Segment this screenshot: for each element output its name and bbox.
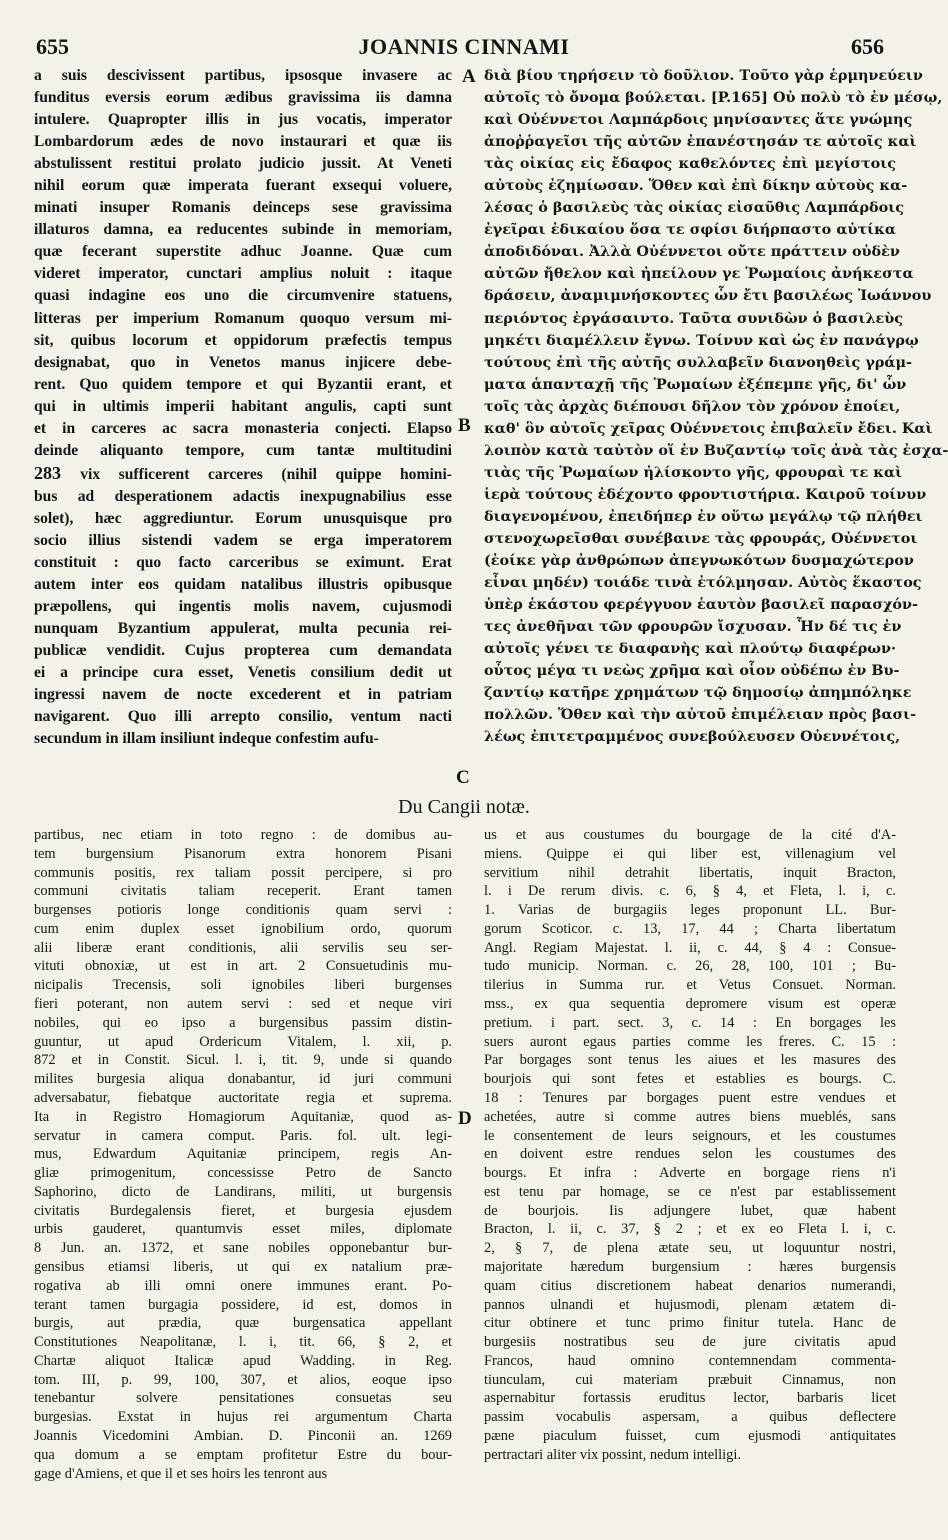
note-text-line: bourgs. Et infra : Adverte en borgage riens n'i <box>484 1165 896 1182</box>
greek-text-line: ἱερὰ τούτους ἐδέχοντο φροντιστήρια. Καιροῦ τοίνυν <box>484 485 927 503</box>
note-text-line: de bourjois. Iis adjungere lubet, quæ habent <box>484 1202 896 1219</box>
greek-text-line: ἀποδιδόναι. Ἀλλὰ Οὐέννετοι οὔτε πράττειν οὐδὲν <box>484 243 900 261</box>
greek-text-line: λέως ἐπιτετραμμένος συνεβούλευσεν Οὐεννέτοις, <box>484 728 901 746</box>
latin-text-line: intulere. Quapropter illis in jus vocatis, imperator <box>34 111 452 129</box>
note-text-line: mus, Edwardum Aquitaniæ principem, regis An- <box>34 1146 452 1163</box>
greek-text-line: πολλῶν. Ὅθεν καὶ τὴν αὐτοῦ ἐπιμέλειαν πρὸς βασι- <box>484 706 917 724</box>
note-text-line: burgesiis nostratibus seu de jure civitatis apud <box>484 1334 896 1351</box>
notes-right-column <box>484 826 896 1465</box>
latin-text-line: autem inter eos quidam natalibus illustris opibusque <box>34 576 452 594</box>
note-text-line: partibus, nec etiam in toto regno : de domibus au- <box>34 827 452 843</box>
note-text-line: 8 Jun. an. 1372, et sane nobiles opponebantur bur- <box>34 1240 452 1257</box>
note-text-line: Ita in Registro Homagiorum Aquitaniæ, quod as- <box>34 1108 452 1125</box>
note-text-line: gorum Scoticor. c. 13, 17, 44 ; Charta libertatum <box>484 920 896 937</box>
latin-text-line: illaturos damna, ea reducentes subinde in memoriam, <box>34 221 452 239</box>
note-text-line: us et aus coustumes du bourgage de la cité d'A- <box>484 827 896 843</box>
note-text-line: burgenses potioris longe conditionis quam servi : <box>34 902 452 919</box>
note-text-line: est tenu par homage, se ce n'est par establissement <box>484 1183 896 1200</box>
latin-text-line: secundum in illam insiliunt indeque confestim aufu- <box>34 730 379 748</box>
greek-text-line: αὐτοὺς ἐζημίωσαν. Ὅθεν καὶ ἐπὶ δίκην αὐτοὺς κα- <box>484 177 908 195</box>
note-text-line: burgesias. Exstat in hujus rei argumentum Charta <box>34 1409 452 1426</box>
note-text-line: tom. III, p. 99, 100, 307, et alios, eoque ipso <box>34 1371 452 1388</box>
note-text-line: vituti obnoxiæ, ut est in art. 2 Consuetudinis mu- <box>34 958 452 975</box>
note-text-line: Bracton, l. ii, c. 37, § 2 ; et ex eo Fleta l. i, c. <box>484 1221 896 1238</box>
greek-text-line: διαγενομένου, ἐπειδήπερ ἐν οὕτω μεγάλῳ τῷ πλήθει <box>484 507 923 525</box>
greek-text-line: αὐτῶν ἤθελον καὶ ἠπείλουν γε Ῥωμαίοις ἀνήκεστα <box>484 265 914 283</box>
note-text-line: nicipalis Trecensis, soli ignobiles liberi burgenses <box>34 977 452 994</box>
notes-left-column <box>34 826 452 1483</box>
note-text-line: communi civitatis taliam receperit. Erant tamen <box>34 883 452 900</box>
page-number-left: 655 <box>36 34 69 59</box>
greek-text-line: λοιπὸν κατὰ ταὐτὸν οἵ ἐν Βυζαντίῳ τοῖς ἀνὰ τὰς ἐσχα- <box>484 441 948 459</box>
note-text-line: suers auront egaus parties comme les freres. C. 15 : <box>484 1033 896 1050</box>
greek-text-line: ζαντίῳ κατῆρε χρημάτων τῷ δημοσίῳ ἀπημπόληκε <box>484 684 912 702</box>
note-text-line: servatur in camera comput. Paris. fol. ult. legi- <box>34 1127 452 1144</box>
note-text-line: pæne piaculum fuisset, cum ejusmodi antiquitates <box>484 1428 896 1444</box>
note-text-line: 2, § 7, de plena ætate seu, ut loquuntur nostri, <box>484 1240 896 1257</box>
greek-text-line: τιὰς τῆς Ῥωμαίων ἠλίσκοντο γῆς, φρουραὶ τε καὶ <box>484 463 903 481</box>
note-text-line: gliæ primogenitum, concessisse Petro de Sancto <box>34 1165 452 1182</box>
note-text-line: gage d'Amiens, et que il et ses hoirs les tenront aus <box>34 1465 328 1482</box>
note-text-line: majoritate hæredum burgensium : hæres burgensis <box>484 1258 896 1275</box>
latin-text-line: quasi indagine eos uno die circumvenire statuens, <box>34 287 452 305</box>
note-text-line: passim vocabulis aspersam, a quibus deflectere <box>484 1409 896 1426</box>
greek-text-line: τοῖς τὰς ἀρχὰς διέπουσι δῆλον τὸν χρόνον ἐποίει, <box>484 397 901 415</box>
note-text-line: miens. Quippe ei qui liber est, villenagium vel <box>484 845 896 862</box>
latin-text-line: a suis descivissent partibus, ipsosque invasere ac <box>34 67 452 84</box>
note-text-line: tem burgensium Pisanorum extra honorem Pisani <box>34 845 452 862</box>
latin-text-line: bus ad desperationem adactis inexpugnabilius esse <box>34 487 452 505</box>
greek-column <box>484 65 948 748</box>
note-text-line: Par borgages sont tenus les aiues et les masures des <box>484 1052 896 1069</box>
latin-text-line: nunquam Byzantium appulerat, multa pecunia rei- <box>34 620 452 638</box>
note-text-line: Chartæ aliquot Italicæ apud Wadding. in Reg. <box>34 1352 452 1369</box>
note-text-line: pannos ulnandi et hujusmodi, plenam ætatem di- <box>484 1296 896 1313</box>
latin-text-line: quæ fecerant superstite adhuc Joanne. Quæ cum <box>34 243 452 261</box>
note-text-line: Saphorino, dicto de Landirans, militi, ut burgensis <box>34 1183 452 1200</box>
greek-text-line: στενοχωρεῖσθαι συνέβαινε τὰς φρουράς, Οὐέννετοι <box>484 529 918 547</box>
note-text-line: bourjois qui sont fetes et establies es bourgs. C. <box>484 1071 896 1088</box>
note-text-line: gensibus etiamsi liberis, ut qui ex natalium præ- <box>34 1258 452 1275</box>
marginal-section-number: 283 <box>34 462 81 483</box>
latin-text-line: constituit : quo facto carceribus se eximunt. Erat <box>34 554 452 572</box>
latin-text-line: funditus eversis eorum ædibus gravissima iis damna <box>34 89 452 107</box>
greek-text-line: οὗτος μέγα τι νεὼς χρῆμα καὶ οἷον οὐδέπω ἐν Βυ- <box>484 662 900 680</box>
note-text-line: mss., ex qua sequentia depromere visum est operæ <box>484 996 896 1013</box>
note-text-line: 872 et in Constit. Sicul. l. i, tit. 9, unde si quando <box>34 1052 452 1069</box>
greek-text-line: ἐγεῖραι ἐδικαίου ὅσα τε σφίσι διήρπαστο αὐτίκα <box>484 221 896 239</box>
margin-letter-b: B <box>458 415 471 436</box>
latin-text-line: solet), hæc aggrediuntur. Eorum unusquisque pro <box>34 509 452 527</box>
latin-text-line: publicæ vendidit. Cujus propterea cum demandata <box>34 642 452 660</box>
greek-text-line: λέσας ὁ βασιλεὺς τὰς οἰκίας εἰσαῦθις Λαμπάρδοις <box>484 199 904 217</box>
greek-text-line: διὰ βίου τηρήσειν τὸ δοῦλιον. Τοῦτο γὰρ ἑρμηνεύειν <box>484 67 923 84</box>
margin-letter-c: C <box>456 767 470 788</box>
note-text-line: Angl. Regiam Majestat. l. ii, c. 44, § 4 : Consue- <box>484 939 896 956</box>
note-text-line: urbis gauderet, quantumvis esset miles, diplomate <box>34 1221 452 1238</box>
note-text-line: achetées, autre si comme autres biens mueblés, sans <box>484 1108 896 1125</box>
greek-text-line: μηκέτι διαμέλλειν ἔγνω. Τοίνυν καὶ ὡς ἐν πανάγρῳ <box>484 331 919 349</box>
latin-text-line: sit, quibus locorum et oppidorum præfectis tempus <box>34 331 452 349</box>
running-title: JOANNIS CINNAMI <box>358 34 570 59</box>
note-text-line: Francos, haud omnino contemnendam commenta- <box>484 1352 896 1369</box>
notes-title: Du Cangii notæ. <box>398 796 530 818</box>
note-text-line: rogativa ab illi omni onere immunes erant. Po- <box>34 1277 452 1294</box>
note-text-line: cum enim duplex esset ignobilium ordo, quorum <box>34 920 452 937</box>
note-text-line: burgis, aut prædia, quæ burgensatica appellant <box>34 1315 452 1332</box>
latin-text-line: minati insuper Romanis deinceps sese gravissima <box>34 199 452 217</box>
latin-text-line: ingressi navem de nocte excederent et in patriam <box>34 686 452 704</box>
note-text-line: terant tamen burgagia possidere, id est, domos in <box>34 1296 452 1313</box>
latin-text-line: navigarent. Quo illi arrepto consilio, ventum nacti <box>34 708 452 726</box>
greek-text-line: καθ' ὃν αὐτοῖς χεῖρας Οὐέννετοις ἐπιβαλεῖν ἔδει. Καὶ <box>484 419 933 437</box>
latin-text-line: nihil eorum quæ imperata fuerant exsequi voluere, <box>34 177 452 195</box>
latin-text-line: socio illius sistendi vadem se erga imperatorem <box>34 531 452 549</box>
greek-text-line: εἶναι μηδέν) τοιάδε τινὰ ἐτόλμησαν. Αὐτὸς ἕκαστος <box>484 574 922 592</box>
greek-text-line: τούτους ἐπὶ τῆς αὐτῆς συλλαβεῖν διανοηθεὶς γράμ- <box>484 353 912 371</box>
note-text-line: pretium. i part. sect. 3, c. 14 : En borgages les <box>484 1014 896 1031</box>
greek-text-line: ματα ἁπανταχῇ τῆς Ῥωμαίων ἐξέπεμπε γῆς, δι' ὧν <box>484 375 907 393</box>
latin-text-line: litteras per imperium Romanum quoquo versum mi- <box>34 309 452 327</box>
note-text-line: Constitutiones Neapolitanæ, l. i, tit. 66, § 2, et <box>34 1334 452 1351</box>
latin-text-line: et in carceres ac sacra monasteria conjecti. Elapso <box>34 419 452 437</box>
note-text-line: tiunculam, cui materiam præbuit Cinnamus, non <box>484 1371 896 1388</box>
page-number-right: 656 <box>851 34 884 59</box>
latin-text-line: designabat, quo in Venetos manus injicere debe- <box>34 353 452 371</box>
note-text-line: adversabatur, fiebatque auctoritate regia et suprema. <box>34 1089 452 1106</box>
greek-text-line: αὐτοῖς γένει τε διαφανὴς καὶ πλούτῳ διαφέρων· <box>484 640 896 658</box>
latin-text-line: ei a principe cura esset, Venetis consilium dedit ut <box>34 664 452 682</box>
greek-text-line: ἀποῤῥαγεῖσι τῆς αὐτῶν ἐπανέστησάν τε αὐτοῖς καὶ <box>484 133 917 151</box>
note-text-line: aspernabitur fortassis eruditus lector, barbaris licet <box>484 1390 896 1407</box>
latin-text-line: præpollens, qui ingentis molis navem, cujusmodi <box>34 598 452 616</box>
note-text-line: milites burgesia aliqua donabantur, id juri communi <box>34 1071 452 1088</box>
note-text-line: 18 : Tenures par borgages puent estre vendues et <box>484 1089 896 1106</box>
greek-text-line: περιόντος ἐργάσαιντο. Ταῦτα συνιδὼν ὁ βασιλεὺς <box>484 309 904 327</box>
margin-letter-d: D <box>458 1108 472 1129</box>
note-text-line: guuntur, ut apud Ordericum Vitalem, l. xii, p. <box>34 1033 452 1050</box>
note-text-line: servitium nihil detrahit libertatis, inquit Bracton, <box>484 864 896 881</box>
latin-text-line: abstulissent restitui prolato judicio jussit. At Veneti <box>34 155 452 173</box>
greek-text-line: δράσειν, ἀναμιμνήσκοντες ὧν ἔτι βασιλέως Ἰωάννου <box>484 287 932 305</box>
note-text-line: tudo municip. Norman. c. 26, 28, 100, 101 ; Bu- <box>484 958 896 975</box>
latin-text-line: qui in ultimis imperii habitant angulis, capti sunt <box>34 397 452 415</box>
note-text-line: civitatis Burdegalensis fieret, et burgesia ejusdem <box>34 1202 452 1219</box>
page-header <box>0 34 928 64</box>
note-text-line: communis positis, rex taliam possit percipere, si pro <box>34 864 452 881</box>
note-text-line: 1. Varias de burgagiis leges proponunt LL. Bur- <box>484 902 896 919</box>
note-text-line: fieri poterant, non autem servi : sed et neque viri <box>34 996 452 1013</box>
latin-text-line: 283 vix sufficerent carceres (nihil quippe homini- <box>34 462 453 483</box>
latin-text-line: rent. Quo quidem tempore et qui Byzantii erant, et <box>34 375 452 393</box>
note-text-line: tilerius in Summa rur. et Vetus Consuet. Norman. <box>484 977 896 994</box>
latin-column <box>34 65 452 750</box>
note-text-line: tenebantur solvere pensitationes consuetas seu <box>34 1390 452 1407</box>
note-text-line: nobiles, qui eo ipso a burgensibus passim distin- <box>34 1014 452 1031</box>
greek-text-line: καὶ Οὐέννετοι Λαμπάρδοις μηνίσαντες ἅτε γνώμης <box>484 111 913 129</box>
note-text-line: qua domum a se emptam profitetur Estre du bour- <box>34 1446 452 1463</box>
note-text-line: pertractari aliter vix possint, nedum intelligi. <box>484 1446 741 1463</box>
note-text-line: alii liberæ erant conditionis, alii servilis seu ser- <box>34 939 452 956</box>
greek-text-line: (ἐοίκε γὰρ ἀνθρώπων ἀπεγνωκότων δυσμαχώτερον <box>484 552 914 570</box>
latin-text-line: Lombardorum ædes de novo instaurari et quæ iis <box>34 133 452 151</box>
note-text-line: citur obtinere et tunc primo finitur tutela. Hanc de <box>484 1315 896 1332</box>
greek-text-line: αὐτοῖς τὸ ὄνομα βούλεται. [P.165] Οὐ πολὺ τὸ ἐν μέσῳ, <box>484 89 943 107</box>
greek-text-line: τὰς οἰκίας εἰς ἔδαφος καθελόντες ἐπὶ μεγίστοις <box>484 155 896 173</box>
latin-text-line: videret imperator, cunctari amplius noluit : itaque <box>34 265 452 283</box>
latin-text-line: deinde aliquanto tempore, cum tantæ multitudini <box>34 441 452 459</box>
note-text-line: quam citius discretionem habeat denarios numerandi, <box>484 1277 896 1294</box>
note-text-line: en doivent estre rendues selon les coustumes des <box>484 1146 896 1163</box>
note-text-line: Joannis Vicedomini Ambian. D. Pinconii an. 1269 <box>34 1428 452 1444</box>
greek-text-line: ὑπὲρ ἑκάστου φερέγγυον ἑαυτὸν βασιλεῖ παρασχόν- <box>484 596 918 614</box>
greek-text-line: τες ἀνεθῆναι τῶν φρουρῶν ἴσχυσαν. Ἦν δέ τις ἐν <box>484 618 902 636</box>
note-text-line: le consentement de leurs seignours, et les coustumes <box>484 1127 896 1144</box>
note-text-line: l. i De rerum divis. c. 6, § 4, et Fleta, l. i, c. <box>484 883 896 900</box>
margin-letter-a: A <box>462 66 476 87</box>
